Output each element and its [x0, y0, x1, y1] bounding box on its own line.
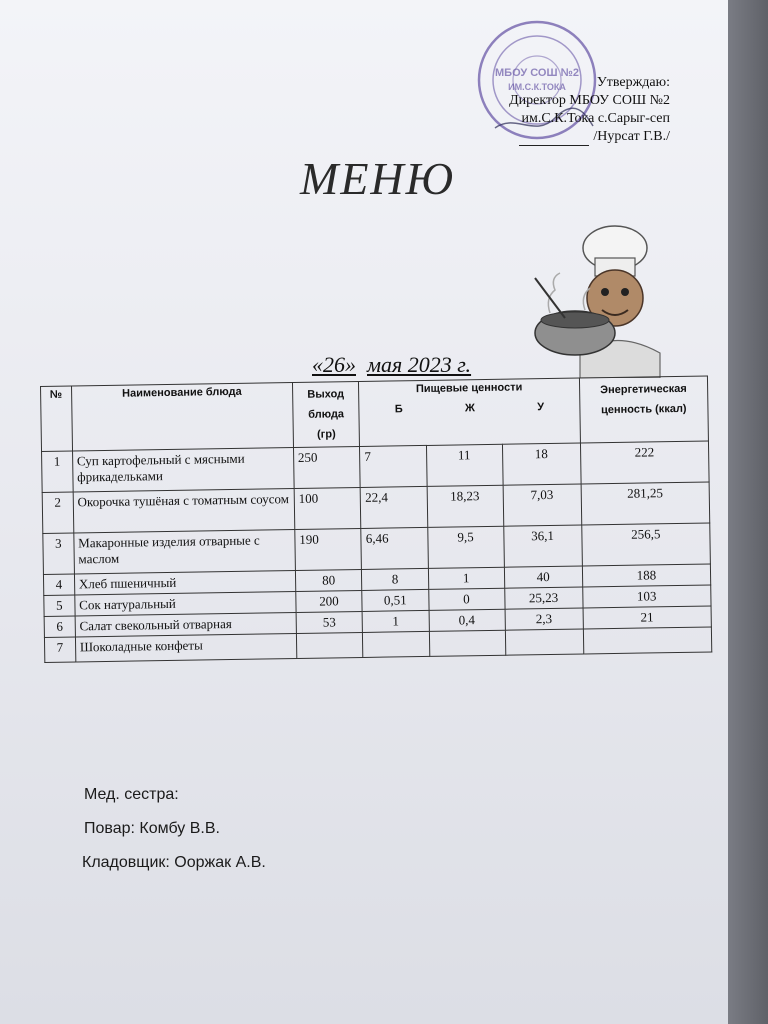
row-energy: [583, 627, 712, 654]
row-u: 18: [502, 443, 581, 485]
row-yield: [296, 632, 363, 658]
row-u: 2,3: [505, 608, 583, 630]
row-name: Салат свекольный отварная: [75, 613, 296, 637]
staff-storekeeper: Кладовщик: Ооржак А.В.: [82, 854, 266, 871]
row-num: 4: [43, 574, 74, 595]
page-title: МЕНЮ: [300, 153, 456, 204]
header-zh: Ж: [464, 402, 476, 415]
header-yield: Выход блюда (гр): [292, 381, 360, 447]
row-num: 3: [43, 533, 74, 574]
header-num: №: [41, 386, 73, 451]
row-b: 7: [360, 445, 427, 487]
row-yield: 250: [293, 446, 360, 488]
row-u: 40: [504, 566, 582, 588]
date-month-year: мая 2023 г.: [367, 352, 472, 377]
approval-line-3: им.С.К.Тока с.Сарыг-сеп: [521, 111, 670, 126]
row-zh: 0,4: [429, 609, 505, 631]
row-zh: 18,23: [427, 485, 504, 527]
header-nutrition-title: Пищевые ценности: [415, 381, 523, 396]
svg-text:ИМ.С.К.ТОКА: ИМ.С.К.ТОКА: [508, 82, 566, 92]
menu-table: [40, 376, 712, 663]
row-name: Хлеб пшеничный: [74, 571, 295, 595]
row-zh: 11: [426, 444, 503, 486]
row-yield: 190: [295, 528, 362, 570]
header-energy: Энергетическая ценность (ккал): [579, 376, 708, 443]
row-b: 1: [362, 610, 429, 632]
row-energy: 21: [583, 606, 712, 629]
row-zh: 1: [428, 567, 504, 589]
row-zh: 9,5: [427, 526, 504, 568]
row-yield: 100: [294, 487, 361, 529]
header-u: У: [537, 401, 545, 414]
row-u: 25,23: [504, 587, 582, 609]
row-num: 1: [42, 451, 73, 492]
row-u: [505, 629, 583, 655]
date-day: «26»: [312, 352, 356, 377]
staff-cook: Повар: Комбу В.В.: [84, 820, 220, 837]
row-name: Сок натуральный: [75, 592, 296, 616]
row-u: 7,03: [503, 484, 582, 526]
svg-text:МБОУ СОШ №2: МБОУ СОШ №2: [495, 67, 579, 79]
row-name: Суп картофельный с мясными фрикадельками: [72, 448, 294, 492]
approval-line-4: /Нурсат Г.В./: [593, 129, 670, 144]
row-u: 36,1: [503, 525, 582, 567]
row-b: 6,46: [361, 527, 428, 569]
row-energy: 281,25: [581, 482, 710, 525]
approval-block: [470, 74, 670, 146]
row-energy: 256,5: [581, 523, 710, 566]
background-edge: [728, 0, 768, 1024]
row-name: Макаронные изделия отварные с маслом: [74, 530, 296, 574]
row-num: 6: [44, 616, 75, 637]
row-b: [363, 631, 430, 657]
row-b: 8: [362, 568, 429, 590]
row-zh: 0: [428, 588, 504, 610]
row-name: Окорочка тушёная с томатным соусом: [73, 489, 295, 533]
signature-line: [519, 145, 589, 146]
row-yield: 200: [296, 590, 363, 612]
table-header-row: [41, 376, 709, 451]
menu-date: [312, 352, 471, 378]
row-name: Шоколадные конфеты: [75, 634, 296, 662]
row-energy: 188: [582, 564, 711, 587]
header-b: Б: [394, 403, 403, 416]
staff-nurse: Мед. сестра:: [84, 786, 179, 803]
header-nutrition: [359, 378, 580, 446]
row-num: 7: [44, 637, 75, 662]
header-name: Наименование блюда: [71, 383, 293, 451]
row-b: 0,51: [362, 589, 429, 611]
row-energy: 103: [582, 585, 711, 608]
approval-line-2: Директор МБОУ СОШ №2: [509, 93, 670, 108]
approval-line-1: Утверждаю:: [596, 75, 670, 90]
row-num: 2: [42, 492, 73, 533]
row-num: 5: [44, 595, 75, 616]
row-yield: 80: [295, 569, 362, 591]
row-zh: [429, 630, 505, 656]
row-energy: 222: [580, 441, 709, 484]
chef-illustration: [510, 218, 685, 378]
row-b: 22,4: [360, 486, 427, 528]
row-yield: 53: [296, 611, 363, 633]
